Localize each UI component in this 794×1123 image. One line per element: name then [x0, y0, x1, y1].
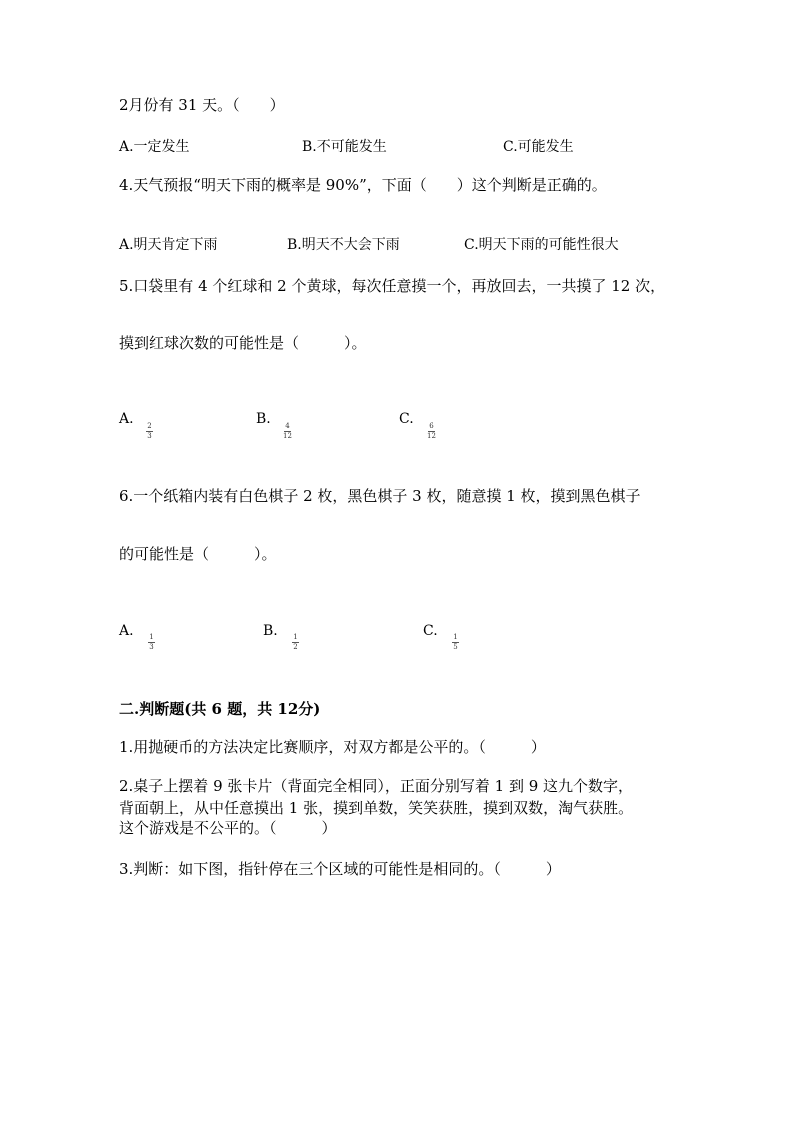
q5-stem-line2: 摸到红球次数的可能性是（ ）。: [119, 334, 367, 352]
q5-option-b-label: B.: [256, 411, 271, 427]
q6-option-a-fraction: [148, 633, 155, 651]
judge-q3: 3.判断：如下图，指针停在三个区域的可能性是相同的。（ ）: [119, 860, 561, 878]
fraction-numerator: 6: [429, 422, 434, 430]
q6-option-b-label: B.: [263, 623, 278, 639]
q5-option-b-fraction: [283, 422, 292, 440]
fraction-denominator: 3: [149, 643, 154, 651]
q6-stem-line1: 6.一个纸箱内装有白色棋子 2 枚，黑色棋子 3 枚，随意摸 1 枚，摸到黑色棋子: [119, 487, 641, 505]
fraction-numerator: 2: [147, 422, 152, 430]
fraction-numerator: 1: [453, 633, 458, 641]
fraction-numerator: 1: [293, 633, 298, 641]
judge-q2-line1: 2.桌子上摆着 9 张卡片（背面完全相同），正面分别写着 1 到 9 这九个数字，: [119, 777, 634, 795]
fraction-denominator: 12: [283, 432, 292, 440]
q3-stem: 2月份有 31 天。（ ）: [119, 96, 285, 114]
q6-option-c-label: C.: [423, 623, 438, 639]
q4-stem: 4.天气预报“明天下雨的概率是 90%”，下面（ ）这个判断是正确的。: [119, 176, 607, 194]
judge-q2-line3: 这个游戏是不公平的。（ ）: [119, 819, 337, 837]
q3-option-b: B.不可能发生: [302, 139, 387, 155]
q5-option-c-fraction: [427, 422, 436, 440]
q4-option-b: B.明天不大会下雨: [287, 237, 400, 253]
q5-stem-line1: 5.口袋里有 4 个红球和 2 个黄球，每次任意摸一个，再放回去，一共摸了 12 次，: [119, 277, 666, 295]
q6-stem-line2: 的可能性是（ ）。: [119, 545, 277, 563]
q4-option-a: A.明天肯定下雨: [119, 237, 218, 253]
q6-option-a-label: A.: [119, 623, 134, 639]
q4-option-c: C.明天下雨的可能性很大: [464, 237, 619, 253]
fraction-numerator: 1: [149, 633, 154, 641]
q5-option-c-label: C.: [399, 411, 414, 427]
fraction-denominator: 12: [427, 432, 436, 440]
q6-option-b-fraction: [292, 633, 299, 651]
q5-option-a-label: A.: [119, 411, 134, 427]
section-heading-true-false: 二.判断题(共 6 题，共 12分): [119, 700, 321, 718]
q3-option-a: A.一定发生: [119, 139, 190, 155]
fraction-denominator: 3: [147, 432, 152, 440]
judge-q2-line2: 背面朝上，从中任意摸出 1 张，摸到单数，笑笑获胜，摸到双数，淘气获胜。: [119, 799, 634, 817]
fraction-numerator: 4: [285, 422, 290, 430]
fraction-denominator: 2: [293, 643, 298, 651]
judge-q1: 1.用抛硬币的方法决定比赛顺序，对双方都是公平的。（ ）: [119, 738, 546, 756]
q5-option-a-fraction: [146, 422, 153, 440]
q3-option-c: C.可能发生: [503, 139, 574, 155]
fraction-denominator: 5: [453, 643, 458, 651]
q6-option-c-fraction: [452, 633, 459, 651]
